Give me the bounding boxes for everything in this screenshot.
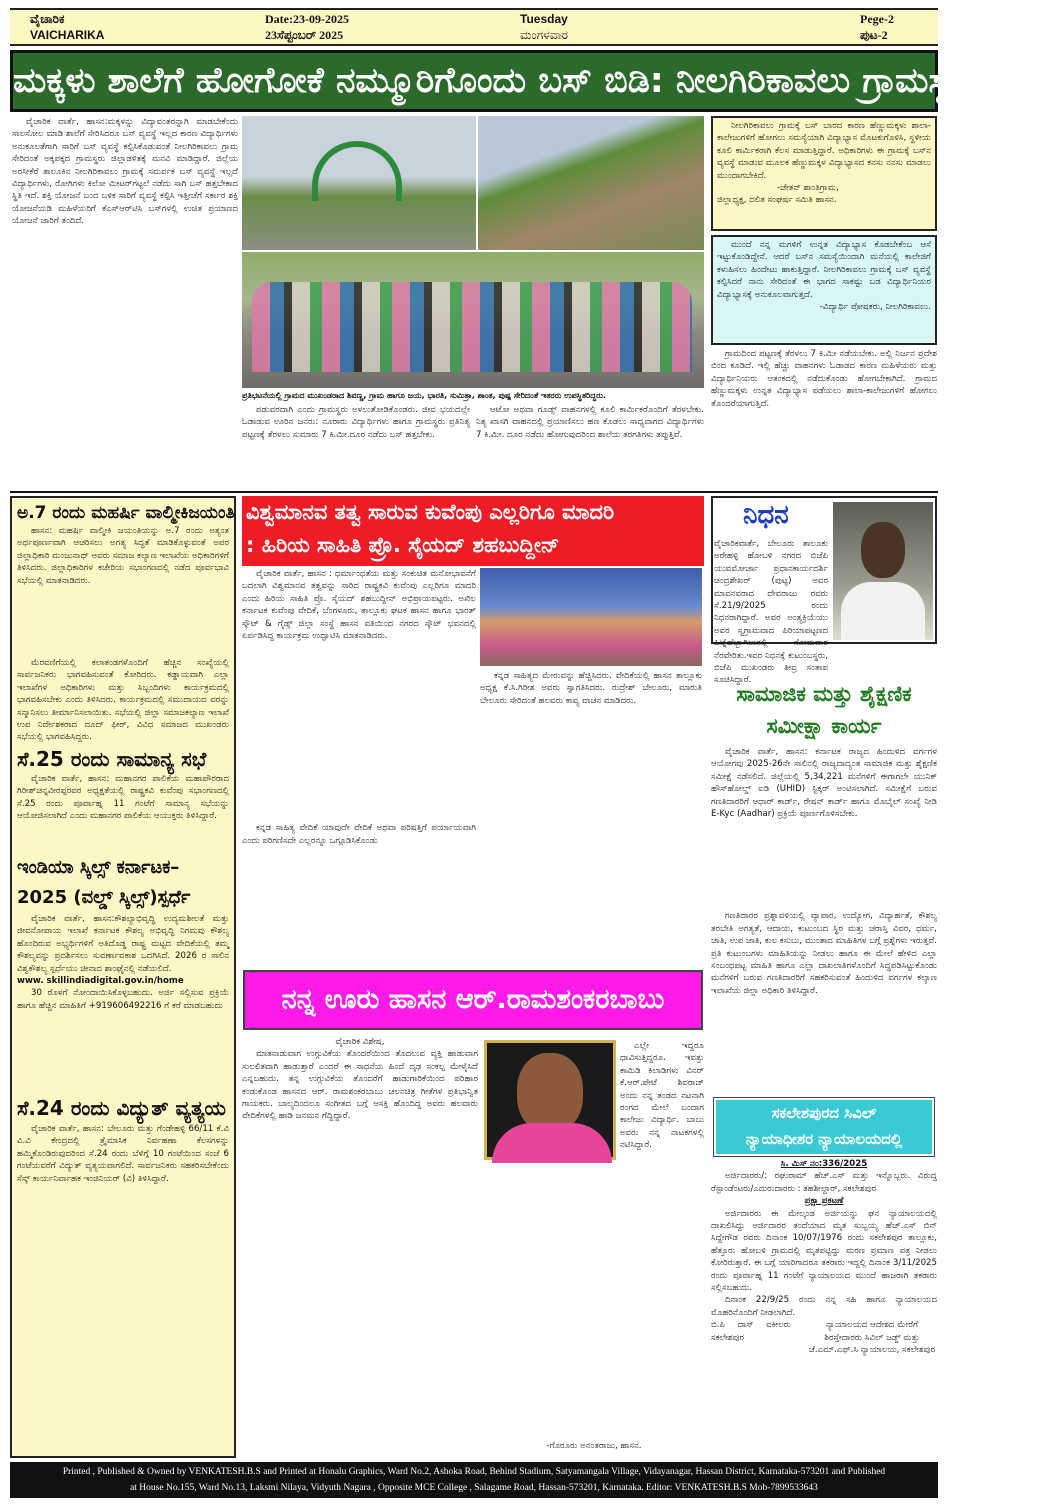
- date-en: Date:23-09-2025: [265, 12, 349, 26]
- lead-body-2-text: ಪಡುವರದಾಗಿ ಎಂದು ಗ್ರಾಮಸ್ಥರು ಅಳಲುತೋಡಿಕೊಂಡರು. ಜೀವ ಭಯದಲ್ಲೇ ಓಡಾಡುವ ಊರಿನ ಜನರು: ನೂರಾರು ವಿದ್ಯಾರ್ಥಿಗಳು ಹಾಗೂ ಗ್ರಾಮಸ್ಥರು ಪ್ರತಿನಿತ್ಯ ಪಟ್ಟಣಕ್ಕೆ ತೆರಳಲು ಸುಮಾರು 7 ಕಿ.ಮೀ.ದೂರ ನಡೆದು ಬಸ್ ಹತ್ತಬೇಕು.: [242, 405, 470, 440]
- lead-body-4-text: ಗ್ರಾಮದಿಂದ ಪಟ್ಟಣಕ್ಕೆ ತೆರಳಲು 7 ಕಿ.ಮೀ ನಡೆಯಬೇಕು. ಅಲ್ಲಿ ನಿರ್ಜನ ಪ್ರದೇಶ ಬಿಂದ ಕೂಡಿದೆ. ಇಲ್ಲಿ ಹೆಚ್ಚು ವಾಹನಗಳು ಓಡಾಡದ ಕಾರಣ ಮಹಿಳೆಯರು ಮತ್ತು ವಿದ್ಯಾರ್ಥಿನಿಯರು ಆತಂಕದಲ್ಲಿ ನಡೆದುಕೊಂಡು ಹೋಗಬೇಕಾಗಿದೆ. ಗ್ರಾಮದ ಹೆಣ್ಣುಮಕ್ಕಳು ಉನ್ನತ ವಿದ್ಯಾಭ್ಯಾಸ ಪಡೆಯಲು ಶಾಲಾ-ಕಾಲೇಜುಗಳಿಗೆ ಹೋಗಲು ತೊಂದರೆಯಾಗುತ್ತಿದೆ.: [711, 349, 937, 409]
- survey-body: [711, 746, 937, 1092]
- paper-name-en: VAICHARIKA: [30, 28, 105, 42]
- ramashankar-body-2: [620, 1040, 704, 1165]
- imprint-line-2: at House No.155, Ward No.13, Laksmi Nilaya, Vidyuth Nagara , Opposite MCE College , Salagame Road, Hassan-573201, Karnataka. Editor: VENKATESH.B.S Mob-7899533643: [130, 1483, 818, 1493]
- lead-body: [12, 116, 238, 488]
- obituary-body: [714, 538, 934, 686]
- page-kn: ಪುಟ-2: [860, 28, 888, 42]
- quote-box-chethan: [711, 116, 937, 231]
- ramashankar-byline: -ಗೊರೂರು ಅನಂತರಾಜು, ಹಾಸನ.: [546, 1441, 642, 1451]
- day-kn: ಮಂಗಳವಾರ: [520, 28, 569, 42]
- kuvempu-body-text: ವೈಚಾರಿಕ ವಾರ್ತೆ, ಹಾಸನ : ಧರ್ಮಾಂಧತೆಯ ಮತ್ತು ಸಂಕುಚಿತ ಮನೋಭಾವನೆಗೆ ಬದಲಾಗಿ ವಿಶ್ವಮಾನವ ತತ್ವವನ್ನು ಸಾರಿದ ರಾಷ್ಟ್ರಕವಿ ಕುವೆಂಪು ಎಲ್ಲರಿಗೂ ಮಾದರಿ ಎಂದು ಹಿರಿಯ ಸಾಹಿತಿ ಪ್ರೊ. ಸೈಯದ್ ಶಹಬುದ್ದೀನ್ ಅಭಿಪ್ರಾಯಪಟ್ಟರು. ಅಖಿಲ ಕರ್ನಾಟಕ ಕುವೆಂಪು ವೇದಿಕೆ, ಬೆಂಗಳೂರು, ತಾಲ್ಲೂಕು ಘಟಕ ಹಾಸನ ಹಾಗೂ ಭಾರತ್ ಸ್ಕೌಟ್ & ಗೈಡ್ಸ್ ಜಿಲ್ಲಾ ಸಂಸ್ಥೆ ಹಾಸನ ವತಿಯಿಂದ ನಗರದ ಸ್ಕೌಟ್ ಭವನದಲ್ಲಿ ಏರ್ಪಡಿಸಿದ್ದ ಕಾರ್ಯಕ್ರಮ ಉದ್ಘಾಟಿಸಿ ಮಾತನಾಡಿದರು.: [242, 569, 476, 642]
- quote-text: ನೀಲಗಿರಿಕಾವಲು ಗ್ರಾಮಕ್ಕೆ ಬಸ್ ಬಾರದ ಕಾರಣ ಹೆಣ್ಣುಮಕ್ಕಳು ಶಾಲಾ-ಕಾಲೇಜುಗಳಿಗೆ ಹೋಗಲು ಸಮಸ್ಯೆಯಾಗಿ ವಿದ್ಯಾಭ್ಯಾಸ ಮೊಟಕುಗೊಳಿಸಿ, ಸ್ಥಳೀಯ ಕೂಲಿ ಕಾರ್ಮಿಕರಾಗಿ ಕೆಲಸ ಮಾಡುತ್ತಿದ್ದಾರೆ. ಅಧಿಕಾರಿಗಳು ಈ ಗ್ರಾಮಕ್ಕೆ ಬಸ್‌ನ ವ್ಯವಸ್ಥೆ ಮಾಡುವ ಮೂಲಕ ಹೆಣ್ಣುಮಕ್ಕಳ ವಿದ್ಯಾಭ್ಯಾಸದ ಕನಸು ನನಸು ಮಾಡಲು ಮುಂದಾಗಬೇಕಿದೆ.: [717, 121, 931, 181]
- kuvempu-headline: [242, 496, 704, 566]
- left-column: [10, 496, 236, 1458]
- photo-dirt-road: [478, 116, 704, 250]
- ramashankar-body-text: ಮಾತನಾಡುವಾಗ ಉಗ್ಗುವಿಕೆಯ ತೊಂದರೆಯಿಂದ ತೊದಲುವ ವ್ಯಕ್ತಿ ಹಾಡುವಾಗ ಸುಲಲಿತವಾಗಿ ಹಾಡುತ್ತಾರೆ ಎಂದರೆ ಈ ಸಾಧನೆಯ ಹಿಂದೆ ದೃಢ ಸಂಕಲ್ಪ ಮೇಳೈಸಿದೆ ಎನ್ನಬಹುದು. ತನ್ನ ಉಗ್ಗುವಿಕೆಯ ತೊಂದರೆಗೆ ಹಾಡುಗಾರಿಕೆಯಿಂದ ಪರಿಹಾರ ಕಂಡುಕೊಂಡ ಹಾಸನದ ಆರ್. ರಾಮಶಂಕರಬಾಬು ಚಲನಚಿತ್ರ ಗೀತೆಗಳ ಪ್ರತಿಭಾನ್ವಿತ ಗಾಯಕರು. ಬಾಲ್ಯದಿಂದಲೂ ಸಂಗೀತದ ಬಗ್ಗೆ ಆಸಕ್ತಿ ಹೊಂದಿದ್ದ ಅವರು ಹಲವಾರು ವೇದಿಕೆಗಳಲ್ಲಿ ಹಾಡಿ ಜನಮನ ಗೆದ್ದಿದ್ದಾರೆ.: [242, 1049, 478, 1122]
- photo-village-arch: [242, 116, 476, 250]
- survey-body-text: ವೈಚಾರಿಕ ವಾರ್ತೆ, ಹಾಸನ: ಕರ್ನಾಟಕ ರಾಜ್ಯದ ಹಿಂದುಳಿದ ವರ್ಗಗಳ ಆಯೋಗವು 2025-26ನೇ ಸಾಲಿನಲ್ಲಿ ರಾಜ್ಯದಾದ್ಯಂತ ಸಾಮಾಜಿಕ ಮತ್ತು ಶೈಕ್ಷಣಿಕ ಸಮೀಕ್ಷೆ ನಡೆಸಲಿದೆ. ಜಿಲ್ಲೆಯಲ್ಲಿ 5,34,221 ಮನೆಗಳಿಗೆ ಈಗಾಗಲೇ ಯುನಿಕ್ ಹೌಸ್‌ಹೋಲ್ಡ್ ಐಡಿ (UHID) ಸ್ಟಿಕ್ಕರ್ ಅಂಟಿಸಲಾಗಿದೆ. ಸಮೀಕ್ಷೆಗೆ ಬರುವ ಗಣತಿದಾರರಿಗೆ ಆಧಾರ್ ಕಾರ್ಡ್, ರೇಷನ್ ಕಾರ್ಡ್ ಹಾಗೂ ಮೊಬೈಲ್ ಸಂಖ್ಯೆ ನೀಡಿ E-Kyc (Aadhar) ಪ್ರಕ್ರಿಯೆ ಪೂರ್ಣಗೊಳಿಸಬೇಕು.: [711, 747, 937, 820]
- ramashankar-body: [242, 1036, 478, 1456]
- kuvempu-body: [242, 568, 476, 968]
- obituary-body-text: ವೈಚಾರಿಕವಾರ್ತೆ, ಬೇಲೂರು ತಾಲೂಕು ಅರೇಹಳ್ಳಿ ಹೋಬಳಿ ನಗರದ ಬಿಜೆಪಿ ಯುವಮೋರ್ಚಾ ಪ್ರಧಾನಕಾರ್ಯದರ್ಶಿ ಚಂದ್ರಶೇಖರ್ (ಪುಟ್ಟ) ಅವರ ಮಾವನವರಾದ ದೇವರಾಜು ರವರು ಸೆ.21/9/2025 ರಂದು ನಿಧನರಾಗಿದ್ದಾರೆ. ಅವರ ಅಂತ್ಯಕ್ರಿಯೆಯು ಅವರ ಸ್ವಗ್ರಾಮವಾದ ಪಿರಿಯಾಪಟ್ಟಣದ ಹಿಟ್ನೆಹೆಬ್ಬಾಗಿಲುನಲ್ಲಿ ಸೋಮವಾರ ನೆರವೇರಿತು.ಇವರ ನಿಧನಕ್ಕೆ ಕುಟುಂಬಸ್ಥರು, ಬಿಜೆಪಿ ಮುಖಂಡರು ತೀವ್ರ ಸಂತಾಪ ಸೂಚಿಸಿದ್ದಾರೆ.: [714, 539, 828, 686]
- day-en: Tuesday: [520, 12, 568, 26]
- court-body-2: ಅರ್ಜಿದಾರರು ಈ ಮೇಲ್ಕಂಡ ಅರ್ಜಿಯನ್ನು ಘನ ನ್ಯಾಯಾಲಯದಲ್ಲಿ ದಾಖಲಿಸಿದ್ದು ಅರ್ಜಿದಾರರ ತಂದೆಯಾದ ಮೃತ ಸುಬ್ಬಯ್ಯ ಹೆಚ್.ಎಸ್ ಬಿನ್ ಸಿದ್ದೇಗೌಡ ರವರು ದಿನಾಂಕ 10/07/1976 ರಂದು ಸಕಲೇಶಪುರ ತಾಲ್ಲೂಕು, ಹೆತ್ತೂರು ಹೋಬಳಿ ಗ್ರಾಮದಲ್ಲಿ ಮೃತಪಟ್ಟಿದ್ದು ಮರಣ ಪ್ರಮಾಣ ಪತ್ರ ನೀಡಲು ಕೋರಿರುತ್ತಾರೆ. ಈ ಬಗ್ಗೆ ಯಾರಿಗಾದರೂ ತಕರಾರು ಇದ್ದಲ್ಲಿ ದಿನಾಂಕ 3/11/2025 ರಂದು ಪೂರ್ವಾಹ್ನ 11 ಗಂಟೆಗೆ ನ್ಯಾಯಾಲಯದ ಮುಂದೆ ಹಾಜರಾಗಿ ತಕರಾರು ಸಲ್ಲಿಸಬಹುದು.: [711, 1208, 937, 1294]
- quote-author-role: ಜಿಲ್ಲಾಧ್ಯಕ್ಷ, ದಲಿತ ಸಂಘರ್ಷ ಸಮಿತಿ ಹಾಸನ.: [717, 195, 837, 206]
- valmiki-body: ಹಾಸನ: ಮಹರ್ಷಿ ವಾಲ್ಮೀಕಿ ಜಯಂತಿಯನ್ನು ಅ.7 ರಂದು ಅತ್ಯಂತ ಅರ್ಥಪೂರ್ಣವಾಗಿ ಆಚರಿಸಲು ಅಗತ್ಯ ಸಿದ್ಧತೆ ಮಾಡಿಕೊಳ್ಳುವಂತೆ ಅಪರ ಜಿಲ್ಲಾಧಿಕಾರಿ ಮಂಜುನಾಥ್ ಅವರು ಸಮಾಜ ಕಲ್ಯಾಣ ಇಲಾಖೆಯ ಅಧಿಕಾರಿಗಳಿಗೆ ತಿಳಿಸಿದರು. ಜಿಲ್ಲಾಧಿಕಾರಿಗಳ ಕಚೇರಿಯ ಸಭಾಂಗಣದಲ್ಲಿ ನಡೆದ ಪೂರ್ವಭಾವಿ ಸಭೆಯಲ್ಲಿ ಮಾತನಾಡಿದರು.: [17, 526, 229, 586]
- sabhe-headline: ಸೆ.25 ರಂದು ಸಾಮಾನ್ಯ ಸಭೆ: [17, 747, 207, 771]
- lead-headline: ಮಕ್ಕಳು ಶಾಲೆಗೆ ಹೋಗೋಕೆ ನಮ್ಮೂರಿಗೊಂದು ಬಸ್ ಬಿಡಿ: ನೀಲಗಿರಿಕಾವಲು ಗ್ರಾಮಸ್ಥರ ಮನವಿ: [10, 50, 938, 112]
- valmiki-headline: ಅ.7 ರಂದು ಮಹರ್ಷಿ ವಾಲ್ಮೀಕಿಜಯಂತಿ: [17, 503, 235, 523]
- power-body: ವೈಚಾರಿಕ ವಾರ್ತೆ, ಹಾಸನ: ಬೇಲೂರು ಮತ್ತು ಗೆಂಡೇಹಳ್ಳಿ 66/11 ಕೆ.ವಿ ವಿ.ವಿ ಕೇಂದ್ರದಲ್ಲಿ ತ್ರೈಮಾಸಿಕ ನಿರ್ವಹಣಾ ಕೆಲಸಗಳನ್ನು ಹಮ್ಮಿಕೊಂಡಿರುವುದರಿಂದ ಸೆ.24 ರಂದು ಬೆಳಿಗ್ಗೆ 10 ಗಂಟೆಯಿಂದ ಸಂಜೆ 6 ಗಂಟೆಯವರೆಗೆ ವಿದ್ಯುತ್ ವ್ಯತ್ಯಯವಾಗಲಿದೆ. ಸಾರ್ವಜನಿಕರು ಸಹಕರಿಸಬೇಕೆಂದು ಸೆಸ್ಕ್ ಕಾರ್ಯನಿರ್ವಾಹಕ ಇಂಜಿನಿಯರ್ (ವಿ) ತಿಳಿಸಿದ್ದಾರೆ.: [17, 1124, 229, 1184]
- skills-link[interactable]: www. skillindiadigital.gov.in/home: [17, 976, 184, 987]
- masthead: [10, 8, 938, 46]
- ramashankar-headline: ನನ್ನ ಊರು ಹಾಸನ ಆರ್.ರಾಮಶಂಕರಬಾಬು: [243, 970, 703, 1030]
- survey-headline: ಸಾಮಾಜಿಕ ಮತ್ತು ಶೈಕ್ಷಣಿಕ ಸಮೀಕ್ಷಾ ಕಾರ್ಯ: [736, 682, 912, 738]
- kuvempu-headline-1: ವಿಶ್ವಮಾನವ ತತ್ವ ಸಾರುವ ಕುವೆಂಪು ಎಲ್ಲರಿಗೂ ಮಾದರಿ: [246, 500, 615, 524]
- kuvempu-body-3-text: ಕನ್ನಡ ಸಾಹಿತ್ಯದ ಮೇರುವನ್ನು ಹೆಚ್ಚಿಸಿದರು. ವೇದಿಕೆಯಲ್ಲಿ ಹಾಸನ ತಾಲ್ಲೂಕು ಅಧ್ಯಕ್ಷ ಕೆ.ಸಿ.ಗಿರೀಶ ಅವರು ಸ್ವಾಗತಿಸಿದರು. ರುದ್ರೇಶ್ ಬೇಲೂರು, ಮಾರುತಿ ಬೇಲೂರು ಸೇರಿದಂತೆ ಹಲವರು ಕಾವ್ಯ ವಾಚನ ಮಾಡಿದರು.: [480, 671, 702, 706]
- paper-name-kn: ವೈಚಾರಿಕ: [30, 12, 65, 26]
- photo-caption: ಪ್ರತಿಭಟನೆಯಲ್ಲಿ ಗ್ರಾಮದ ಮುಖಂಡರಾದ ಶಿವಣ್ಣ, ಗ್ರಾಮ ಹಾಗೂ ಜಯ, ಭಾರತಿ, ಸುಮಿತ್ರಾ, ಶಾಂತ, ಪುಷ್ಪ ಸೇರಿದಂತೆ ಇತರರು ಉಪಸ್ಥಿತರಿದ್ದರು.: [242, 391, 606, 400]
- kuvempu-body-2: ಕನ್ನಡ ಸಾಹಿತ್ಯ ವೇದಿಕೆ ಯಾವುದೇ ವೇದಿಕೆ ಅಥವಾ ಪರಿಷತ್ತಿಗೆ ಪರ್ಯಾಯವಾಗಿ ಎಂದು ಪರಿಗಣಿಸದೇ ಎಲ್ಲರನ್ನೂ ಒಗ್ಗೂಡಿಸಿಕೊಂಡು: [242, 823, 476, 846]
- skills-body-2: 30 ರೊಳಗೆ ನೋಂದಾಯಿಸಿಕೊಳ್ಳಬಹುದು. ಅರ್ಜಿ ಸಲ್ಲಿಸುವ ಪ್ರಕ್ರಿಯೆ ಹಾಗೂ ಹೆಚ್ಚಿನ ಮಾಹಿತಿಗೆ +919606492216 ಗೆ ಕರೆ ಮಾಡಬಹುದು: [17, 988, 229, 1011]
- photo-protest: [242, 252, 704, 388]
- quote-author: -ಚೇತನ್ ಶಾಂತಿಗ್ರಾಮ,: [777, 183, 839, 194]
- lead-body-3: [476, 404, 704, 488]
- ramashankar-body-2-text: ಎಲ್ಲೇ ಇದ್ದರೂ ಧಾವಿಸುತ್ತಿದ್ದರೂ. ಇವತ್ತು ಕಾಮಿಡಿ ಕಿಲಾಡಿಗಳು ವಿನರ್ ಕೆ.ಆರ್.ಪೇಟೆ ಶಿವರಾಜ್ ಅಂದು ನನ್ನ ತಂಡದ ನಟನಾಗಿ ರಂಗದ ಮೇಲೆ ಬಂದಾಗ ಕಾಲೇಜು ವಿದ್ಯಾರ್ಥಿ. ಬಾಬು ಅವರು ನನ್ನ ನಾಟಕಗಳಲ್ಲಿ ನಟಿಸಿದ್ದಾರೆ.: [620, 1041, 704, 1151]
- court-headline-2: ನ್ಯಾಯಾಧೀಶರ ನ್ಯಾಯಾಲಯದಲ್ಲಿ: [745, 1130, 903, 1148]
- lead-body-3-text: ಆಟೋ ಅಥವಾ ಗೂಡ್ಸ್ ವಾಹನಗಳಲ್ಲಿ ಕೂಲಿ ಕಾರ್ಮಿಕರೊಂದಿಗೆ ತೆರಳಬೇಕು. ನಿತ್ಯ ಖಾಸಗಿ ವಾಹನದಲ್ಲಿ ಪ್ರಯಾಣಿಸಲು ಹಣ ಕೊಡಲು ಸಾಧ್ಯವಾಗದ ವಿದ್ಯಾರ್ಥಿಗಳು 7 ಕಿ.ಮೀ. ದೂರ ನಡೆದು ಹೋಗುವುದರಿಂದ ಶಾಲೆಯ ತರಗತಿಗಳು ತಪ್ಪುತ್ತಿವೆ.: [476, 405, 704, 440]
- court-case-no: ಸಿ. ಮಿಸ್ ನಂ:336/2025: [780, 1159, 868, 1169]
- lead-body-4: [711, 348, 937, 488]
- skills-headline: ಇಂಡಿಯಾ ಸ್ಕಿಲ್ಸ್ ಕರ್ನಾಟಕ–2025 (ವಲ್ಡ್ ಸ್ಕಿಲ್ಸ್)ಸ್ಪರ್ಧೆ: [17, 857, 191, 908]
- lead-body-2: [242, 404, 470, 488]
- valmiki-body-2: ಮೆರವಣಿಗೆಯಲ್ಲಿ ಕಲಾತಂಡಗಳೊಂದಿಗೆ ಹೆಚ್ಚಿನ ಸಂಖ್ಯೆಯಲ್ಲಿ ಸಾರ್ವಜನಿಕರು ಭಾಗವಹಿಸುವಂತೆ ಕೋರಿದರು. ಕಡ್ಡಾಯವಾಗಿ ಎಲ್ಲಾ ಇಲಾಖೆಗಳ ಅಧಿಕಾರಿಗಳು ಮತ್ತು ಸಿಬ್ಬಂದಿಗಳು ಕಾರ್ಯಕ್ರಮದಲ್ಲಿ ಭಾಗವಹಿಸಬೇಕು ಎಂದು ತಿಳಿಸಿದರು. ಕಾರ್ಯಕ್ರಮದಲ್ಲಿ ಸಮುದಾಯದ ವರನ್ನು ಸನ್ಮಾನಿಸಲು ತೀರ್ಮಾನಿಸಲಾಯಿತು. ಸಭೆಯಲ್ಲಿ ಜಿಲ್ಲಾ ಸಮಾಜಕಲ್ಯಾಣ ಇಲಾಖೆ ಉಪ ನಿರ್ದೇಶಕರಾದ ದೂದ್ ಫೀರ್, ವಿವಿಧ ಸಮಾಜದ ಮುಖಂಡರು ಸಭೆಯಲ್ಲಿ ಭಾಗವಹಿಸಿದ್ದರು.: [17, 658, 229, 743]
- ramashankar-dateline: ವೈಚಾರಿಕ ವಿಶೇಷ,: [335, 1037, 385, 1047]
- kuvempu-headline-2: : ಹಿರಿಯ ಸಾಹಿತಿ ಪ್ರೊ. ಸೈಯದ್ ಶಹಬುದ್ದೀನ್: [246, 533, 560, 557]
- court-body: ಅರ್ಜಿದಾರರು/: ರಘುರಾಮ್ ಹೆಚ್.ಎಸ್ ಮತ್ತು ಇನ್ನೊಬ್ಬರು. ವಿರುದ್ಧ ರೆಸ್ಪಾಂಡೆಂಟರು/ಎದುರುದಾರರು : ತಹಶೀಲ್ದಾರ್, ಸಕಲೇಶಪುರ: [711, 1171, 937, 1194]
- photo-kuvempu-event: [480, 568, 702, 666]
- court-headline: [714, 1098, 934, 1156]
- photo-ramashankar: [484, 1040, 616, 1160]
- skills-body: ವೈಚಾರಿಕ ವಾರ್ತೆ, ಹಾಸನ:ಕೌಶಲ್ಯಾಭಿವೃದ್ಧಿ ಉದ್ಯಮಶೀಲತೆ ಮತ್ತು ಜೀವನೋಪಾಯ ಇಲಾಖೆ ಕರ್ನಾಟಕ ಕೌಶಲ್ಯ ಅಭಿವೃದ್ಧಿ ನಿಗಮವು ಕೌಶಲ್ಯ ಹೊಂದಿರುವ ಅಭ್ಯರ್ಥಿಗಳಿಗೆ ಅತಿದೊಡ್ಡ ರಾಷ್ಟ್ರ ಮಟ್ಟದ ವೇದಿಕೆಯಲ್ಲಿ ತಮ್ಮ ಕೌಶಲ್ಯವನ್ನು ಪ್ರದರ್ಶಿಸಲು ಸುವರ್ಣಾವಕಾಶ ಒದಗಿಸಿದೆ. 2026 ರ ಸಾಲಿನ ವಿಶ್ವಕೌಶಲ್ಯ ಸ್ಪರ್ಧೆಯು ಚೀನಾದ ಶಾಂಘೈನಲ್ಲಿ ನಡೆಯಲಿದೆ.: [17, 914, 229, 974]
- page-en: Pege-2: [860, 12, 894, 26]
- survey-body-2: ಗಣತಿದಾರರ ಪ್ರಶ್ನಾವಳಿಯಲ್ಲಿ ವ್ಯಾಪಾರ, ಉದ್ಯೋಗ, ವಿದ್ಯಾರ್ಹತೆ, ಕೌಶಲ್ಯ ತರಬೇತಿ ಅಗತ್ಯತೆ, ಆದಾಯ, ಕುಟುಂಬದ ಸ್ಥಿರ ಮತ್ತು ಚರಾಸ್ತಿ ವಿವರ, ಧರ್ಮ, ಜಾತಿ, ಉಪ ಜಾತಿ, ಕುಲ ಕಸುಬು, ಮುಂತಾದ ಮಾಹಿತಿಗಳ ಬಗ್ಗೆ ಪ್ರಶ್ನೆಗಳು ಇರುತ್ತವೆ. ಪ್ರತಿ ಕುಟುಂಬಗಳು ಮಾಹಿತಿಯನ್ನು ನೀಡಲು ಹಾಗೂ ಈ ಮೇಲೆ ಹೇಳಿದ ಎಲ್ಲಾ ಸಂಬಂಧಪಟ್ಟ ಮಾಹಿತಿ ಹಾಗೂ ಎಲ್ಲಾ ದಾಖಲಾತಿಗಳೊಂದಿಗೆ ಸಿದ್ಧಪಡಿಸಿಟ್ಟುಕೊಂಡು ಮನೆಗಳಿಗೆ ಬರುವ ಗಣತಿದಾರರಿಗೆ ಸಹಕರಿಸುವಂತೆ ಹಿಂದುಳಿದ ವರ್ಗಗಳ ಕಲ್ಯಾಣ ಇಲಾಖೆಯ ಜಿಲ್ಲಾ ಅಧಿಕಾರಿ ತಿಳಿಸಿದ್ದಾರೆ.: [711, 911, 937, 996]
- court-headline-1: ಸಕಲೇಶಪುರದ ಸಿವಿಲ್: [771, 1104, 877, 1122]
- quote-text: ಮುಂದೆ ನನ್ನ ಮಗಳಿಗೆ ಉನ್ನತ ವಿದ್ಯಾಭ್ಯಾಸ ಕೊಡಬೇಕೆಂಬ ಆಸೆ ಇಟ್ಟುಕೊಂಡಿದ್ದೇನೆ. ಆದರೆ ಬಸ್‌ನ ಸಮಸ್ಯೆಯಿಂದಾಗಿ ಮನೆಯಲ್ಲಿ ಕಾಲೇಜಿಗೆ ಕಳುಹಿಸಲು ಹಿಂದೇಟು ಹಾಕುತ್ತಿದ್ದಾರೆ. ನೀಲಗಿರಿಕಾವಲು ಗ್ರಾಮಕ್ಕೆ ಬಸ್ ವ್ಯವಸ್ಥೆ ಕಲ್ಪಿಸಿದರೆ ನಾನು ಸೇರಿದಂತೆ ಈ ಭಾಗದ ಸಾಕಷ್ಟು ಬಡ ವಿದ್ಯಾರ್ಥಿನಿಯರ ವಿದ್ಯಾಭ್ಯಾಸಕ್ಕೆ ಅನುಕೂಲವಾಗುತ್ತದೆ.: [717, 240, 931, 300]
- imprint-footer: [10, 1462, 938, 1498]
- court-signature-left: ಬಿ.ಪಿ ದಾಸ್ ವಕೀಲರು ಸಕಲೇಶಪುರ: [711, 1320, 791, 1343]
- court-notice: [711, 1158, 937, 1456]
- quote-author: -ವಿದ್ಯಾರ್ಥಿ ಪೋಷಕರು, ನೀಲಗಿರಿಕಾವಲು.: [819, 302, 931, 313]
- kuvempu-body-3: [480, 670, 702, 968]
- court-notice-title: ಪ್ರಕ್ಷಾ ಪ್ರಕಟಣೆ: [804, 1196, 844, 1207]
- quote-box-parent: [711, 235, 937, 345]
- section-divider: [10, 491, 938, 493]
- obituary-headline: ನಿಧನ: [743, 500, 789, 530]
- lead-body-text: ವೈಚಾರಿಕ ವಾರ್ತೆ, ಹಾಸನ:ಮಕ್ಕಳನ್ನು ವಿದ್ಯಾವಂತರನ್ನಾಗಿ ಮಾಡಬೇಕೆಂದು ಸಾಲಸೋಲ ಮಾಡಿ ಶಾಲೆಗೆ ಸೇರಿಸಿದರೂ ಬಸ್ ವ್ಯವಸ್ಥೆ ಇಲ್ಲದ ಕಾರಣ ವಿದ್ಯಾರ್ಥಿಗಳು ಅನುಕೂಲತೆಗಾಗಿ ಸಾರಿಗೆ ಬಸ್ ವ್ಯವಸ್ಥೆ ಕಲ್ಪಿಸಿಕೊಡುವಂತೆ ನೀಲಗಿರಿಕಾವಲು ಗ್ರಾಮ ಸೇರಿದಂತೆ ಅಕ್ಕಪಕ್ಕದ ಗ್ರಾಮಸ್ಥರು ಜಿಲ್ಲಾಡಳಿತಕ್ಕೆ ಮನವಿ ಮಾಡಿದ್ದಾರೆ. ಜಿಲ್ಲೆಯ ಅರಸೀಕೆರೆ ತಾಲೂಕಿನ ನೀಲಗಿರಿಕಾವಲು ಗ್ರಾಮಕ್ಕೆ ಸಮರ್ಪಕ ಬಸ್ ವ್ಯವಸ್ಥೆ ಇಲ್ಲದೆ ವಿದ್ಯಾರ್ಥಿಗಳು, ರೋಗಿಗಳು ಕಿಲೋ ಮೀಟರ್‌ಗಟ್ಟಲೆ ನಡೆದು ಸಾಗಿ ಬಸ್ ಹತ್ತಬೇಕಾದ ಸ್ಥಿತಿ ಇದೆ. ಶಕ್ತಿ ಯೋಜನೆ ಬಂದ ಬಳಿಕ ಸಾರಿಗೆ ವ್ಯವಸ್ಥೆ ಕಲ್ಪಿಸಿ ಇತ್ತೀಚೆಗೆ ಸರ್ಕಾರ ಶಕ್ತಿ ಯೋಜನೆಯಡಿ ಮಹಿಳೆಯರಿಗೆ ಕೆಎಸ್ಆರ್‌ಟಿಸಿ ಬಸ್‌ಗಳಲ್ಲಿ ಉಚಿತ ಪ್ರಯಾಣದ ಯೋಜನೆ ಜಾರಿಗೆ ತಂದಿದೆ.: [12, 117, 238, 227]
- power-headline: ಸೆ.24 ರಂದು ವಿದ್ಯುತ್ ವ್ಯತ್ಯಯ: [17, 1096, 226, 1120]
- court-signature-right: ನ್ಯಾಯಾಲಯದ ಆದೇಶದ ಮೇರೆಗೆ ಶಿರಸ್ತೇದಾರರು ಸಿವಿಲ್ ಜಡ್ಜ್ ಮತ್ತು ಜೆ.ಎಮ್.ಎಫ್.ಸಿ ನ್ಯಾಯಾಲಯ, ಸಕಲೇಶಪುರ: [808, 1320, 936, 1356]
- court-date-line: ದಿನಾಂಕ 22/9/25 ರಂದು ನನ್ನ ಸಹಿ ಹಾಗೂ ನ್ಯಾಯಾಲಯದ ಮೊಹರಿನೊಂದಿಗೆ ನೀಡಲಾಗಿದೆ.: [711, 1295, 937, 1318]
- sabhe-body: ವೈಚಾರಿಕ ವಾರ್ತೆ, ಹಾಸನ: ಮಹಾನಗರ ಪಾಲಿಕೆಯ ಮಹಾಪೌರರಾದ ಗಿರೀಶ್‌ಚನ್ನವೀರಪ್ಪರವರ ಅಧ್ಯಕ್ಷತೆಯಲ್ಲಿ ರಾಷ್ಟ್ರಕವಿ ಕುವೆಂಪು ಸಭಾಂಗಣದಲ್ಲಿ ಸೆ.25 ರಂದು ಪೂರ್ವಾಹ್ನ 11 ಗಂಟೆಗೆ ಸಾಮಾನ್ಯ ಸಭೆಯನ್ನು ಆಯೋಜಿಸಲಾಗಿದೆ ಎಂದು ಮಹಾನಗರ ಪಾಲಿಕೆಯ ಆಯುಕ್ತರು ತಿಳಿಸಿದ್ದಾರೆ.: [17, 774, 229, 822]
- imprint-line-1: Printed , Published & Owned by VENKATESH.B.S and Printed at Honalu Graphics, Ward No.2, Ashoka Road, Behind Stadium, Satyamangala Village, Vidayanagar, Hassan District, Karnataka-573201 and Published: [62, 1467, 886, 1477]
- date-kn: 23ಸೆಪ್ಟಂಬರ್ 2025: [265, 28, 344, 42]
